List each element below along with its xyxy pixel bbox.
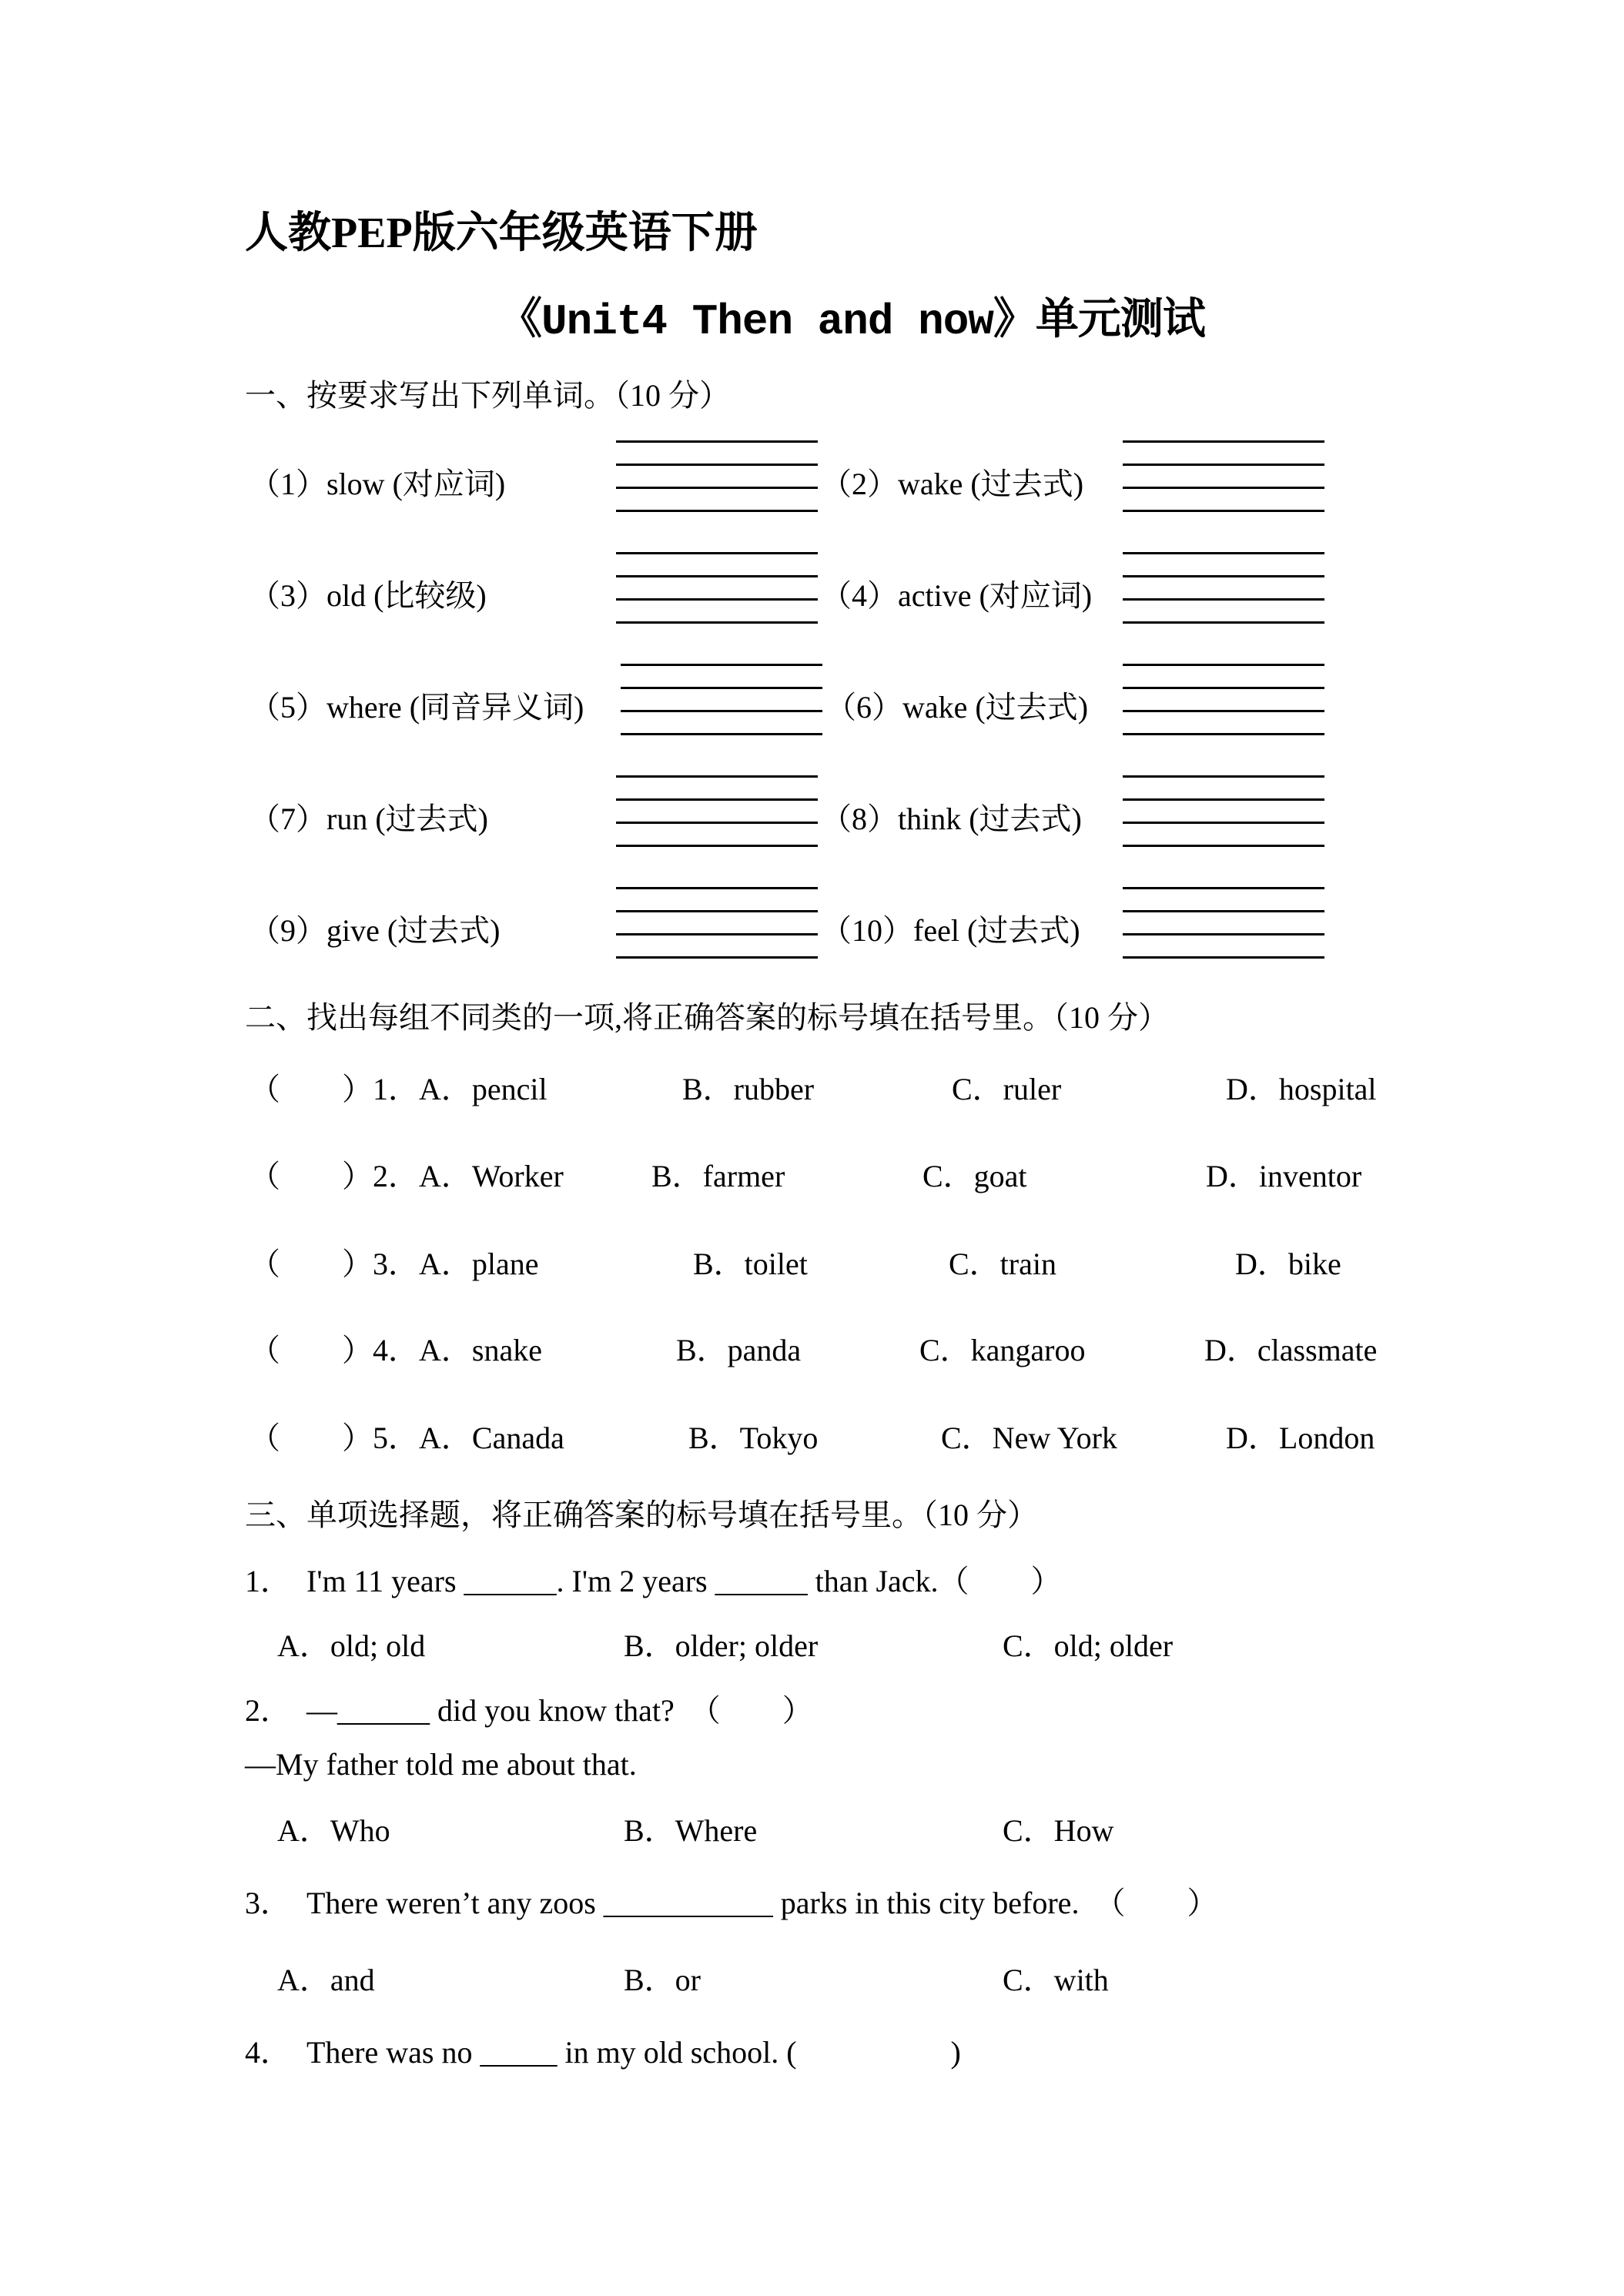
- s1-answer-lines-8[interactable]: [1123, 775, 1324, 845]
- s2-q3-b: B．toilet: [693, 1247, 808, 1281]
- s3-q3-b: B．or: [624, 1963, 701, 1997]
- s1-answer-lines-1[interactable]: [616, 440, 818, 510]
- s1-item-10: （10）feel (过去式): [821, 913, 1080, 948]
- s1-answer-lines-10[interactable]: [1123, 887, 1324, 956]
- s1-item-4: （4）active (对应词): [821, 578, 1093, 613]
- section3-heading: 三、单项选择题，将正确答案的标号填在括号里。（10 分）: [245, 1498, 1038, 1532]
- s1-item-1: （1）slow (对应词): [249, 467, 506, 501]
- s3-q2-c: C．How: [1003, 1813, 1114, 1848]
- section1-heading: 一、按要求写出下列单词。（10 分）: [245, 378, 730, 413]
- s1-answer-lines-6[interactable]: [1123, 664, 1324, 733]
- s2-q4-c: C．kangaroo: [919, 1333, 1086, 1367]
- s1-answer-lines-3[interactable]: [616, 552, 818, 621]
- s1-answer-lines-4[interactable]: [1123, 552, 1324, 621]
- s3-q2-a: A．Who: [277, 1813, 390, 1848]
- s3-q1-stem: 1． I'm 11 years ______. I'm 2 years ______ than Jack.（ ）: [245, 1564, 1062, 1598]
- s2-q1-d: D．hospital: [1226, 1072, 1377, 1106]
- s1-item-2: （2）wake (过去式): [821, 467, 1084, 501]
- s3-q4-stem: 4． There was no _____ in my old school. ( ): [245, 2035, 961, 2070]
- s2-q5-d: D．London: [1226, 1421, 1375, 1455]
- s1-answer-lines-5[interactable]: [621, 664, 822, 733]
- s2-q2-b: B．farmer: [651, 1159, 785, 1193]
- s3-q2-stem: 2． —______ did you know that? （ ）: [245, 1693, 813, 1728]
- s3-q2-b: B．Where: [624, 1813, 758, 1848]
- s1-item-8: （8）think (过去式): [821, 802, 1082, 836]
- s3-q3-c: C．with: [1003, 1963, 1109, 1997]
- s1-item-6: （6）wake (过去式): [825, 690, 1089, 725]
- s2-q4-d: D．classmate: [1204, 1333, 1378, 1367]
- s1-item-5: （5）where (同音异义词): [249, 690, 584, 725]
- s2-q4-b: B．panda: [676, 1333, 802, 1367]
- s2-q1-b: B．rubber: [682, 1072, 815, 1106]
- s2-q5-b: B．Tokyo: [688, 1421, 819, 1455]
- s2-q4-num-a: （ ）4．A．snake: [249, 1333, 542, 1367]
- s3-q1-a: A．old; old: [277, 1628, 426, 1663]
- s1-item-7: （7）run (过去式): [249, 802, 488, 836]
- page-title: 人教PEP版六年级英语下册: [245, 209, 758, 257]
- s1-answer-lines-9[interactable]: [616, 887, 818, 956]
- s1-item-9: （9）give (过去式): [249, 913, 501, 948]
- page-subtitle: 《Unit4 Then and now》单元测试: [499, 297, 1205, 346]
- s2-q2-d: D．inventor: [1206, 1159, 1362, 1193]
- s1-answer-lines-7[interactable]: [616, 775, 818, 845]
- s2-q2-num-a: （ ）2．A．Worker: [249, 1159, 564, 1193]
- s1-item-3: （3）old (比较级): [249, 578, 487, 613]
- s2-q1-num-a: （ ）1．A．pencil: [249, 1072, 547, 1106]
- s3-q1-b: B．older; older: [624, 1628, 819, 1663]
- s2-q5-c: C．New York: [941, 1421, 1117, 1455]
- s2-q3-d: D．bike: [1235, 1247, 1341, 1281]
- s3-q1-c: C．old; older: [1003, 1628, 1174, 1663]
- section2-heading: 二、找出每组不同类的一项,将正确答案的标号填在括号里。（10 分）: [245, 1000, 1169, 1035]
- s3-q3-a: A．and: [277, 1963, 375, 1997]
- s2-q5-num-a: （ ）5．A．Canada: [249, 1421, 564, 1455]
- s2-q3-c: C．train: [949, 1247, 1056, 1281]
- s1-answer-lines-2[interactable]: [1123, 440, 1324, 510]
- s2-q1-c: C．ruler: [952, 1072, 1062, 1106]
- s2-q3-num-a: （ ）3．A．plane: [249, 1247, 539, 1281]
- s2-q2-c: C．goat: [922, 1159, 1027, 1193]
- s3-q2-reply: —My father told me about that.: [245, 1747, 637, 1782]
- s3-q3-stem: 3． There weren’t any zoos ___________ parks in this city before. （ ）: [245, 1886, 1218, 1920]
